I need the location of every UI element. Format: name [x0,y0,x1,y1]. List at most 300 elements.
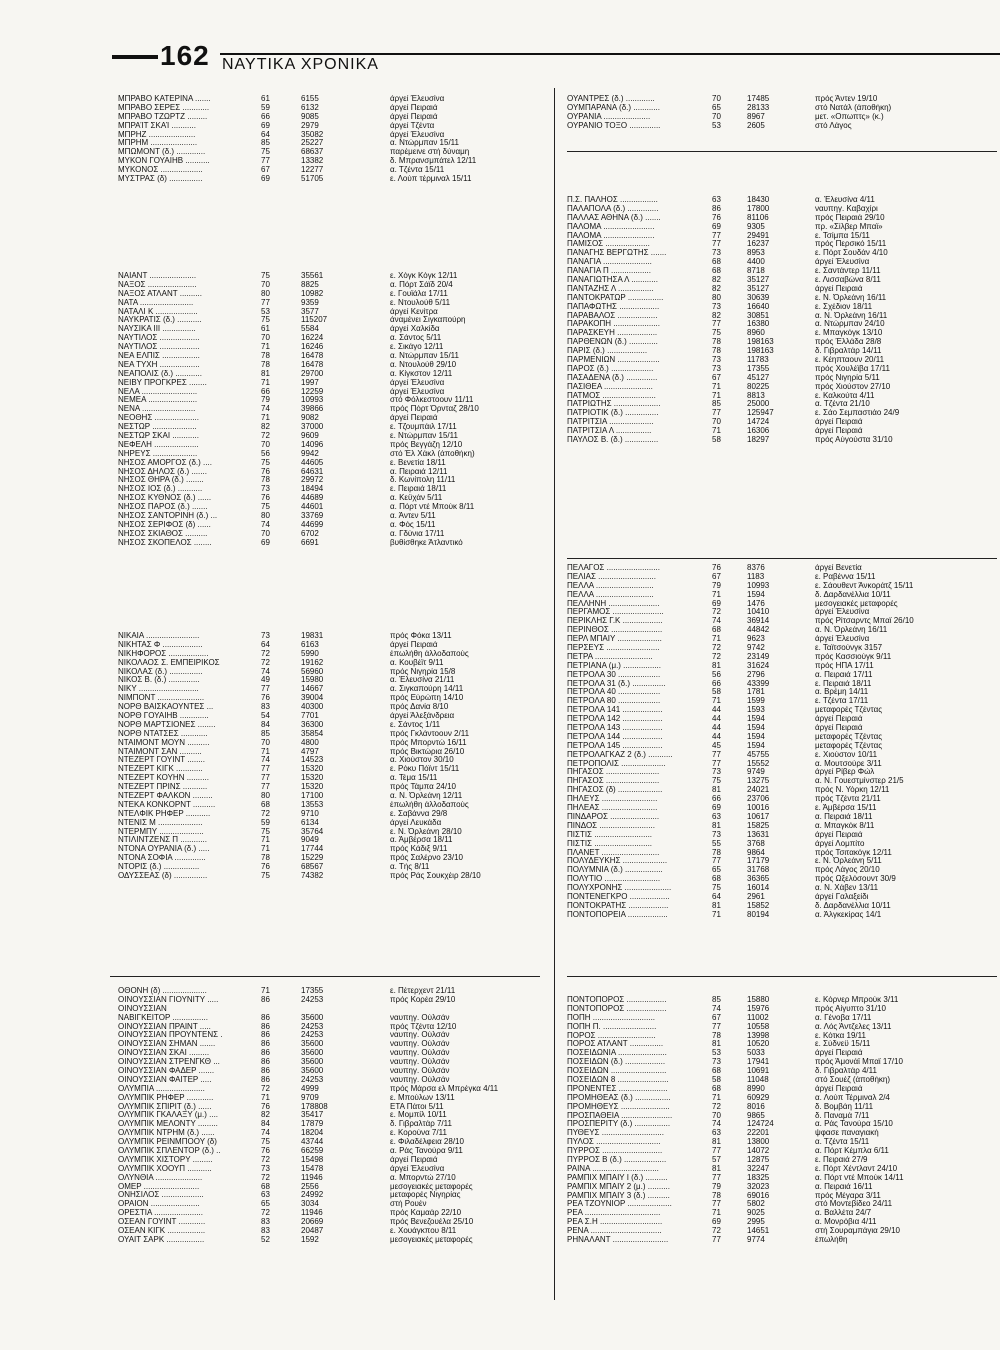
ship-tonnage: 14072 [747,1147,770,1156]
ship-tonnage: 40300 [301,703,324,712]
ship-name: ΟΙΝΟΥΣΣΙΑΝ ΦΑΪΤΕΡ ..... [118,1075,212,1084]
ship-year: 74 [712,1004,721,1013]
ship-status: πρός Χιούστον 27/10 [815,382,891,391]
ship-name: ΝΗΣΟΣ ΔΗΛΟΣ (δ.) ....... [118,467,207,476]
ship-status: δ. Γιβραλτάρ 14/11 [815,347,882,356]
ship-name: ΟΛΥΜΠΙΚ ΜΕΛΟΝΤΥ ......... [118,1120,218,1129]
ship-year: 76 [261,467,270,476]
ship-status: α. Ντώρμπαν 15/11 [390,352,459,361]
ship-status: άργεί Γαλαξείδι [815,892,869,901]
publication-title: ΝΑΥΤΙΚΑ ΧΡΟΝΙΚΑ [222,56,379,73]
page-header [0,0,1000,80]
ship-status: πρός Κορέα 29/10 [390,995,456,1004]
ship-year: 64 [261,640,270,649]
ship-status: πρός Μάρσα ελ Μπρέγκα 4/11 [390,1084,499,1093]
ship-status: πρός Λάγος 20/10 [815,866,880,875]
ship-status: ναυπηγ. Ούλσάν [390,1058,450,1067]
ship-status: ναυπηγ. Ούλσάν [390,1040,450,1049]
ship-year: 63 [712,1129,721,1138]
ship-tonnage: 17179 [747,857,770,866]
ship-status: πρός Ωξελόσουντ 30/9 [815,875,896,884]
ship-year: 73 [712,356,721,365]
ship-year: 86 [261,1067,270,1076]
ship-year: 86 [261,995,270,1004]
ship-status: άργεί Πειραιά [815,284,863,293]
ship-name: ΟΛΥΜΠΙΚ ΡΗΦΕΡ ............ [118,1093,214,1102]
ship-tonnage: 17879 [301,1120,324,1129]
ship-tonnage: 12277 [301,166,324,175]
ship-tonnage: 16380 [747,320,770,329]
ship-year: 77 [712,240,721,249]
ship-status: ε. Κορούνα 7/11 [390,1129,447,1138]
ship-year: 73 [261,485,270,494]
ship-year: 68 [261,800,270,809]
ship-year: 66 [261,387,270,396]
ship-year: 55 [712,839,721,848]
ship-year: 74 [261,667,270,676]
ship-year: 83 [261,1227,270,1236]
ship-name: ΟΥΑΝΤΡΕΣ (δ.) ............. [567,95,655,103]
ship-year: 82 [712,284,721,293]
ship-status: α. Ν. Χάβεν 13/11 [815,884,879,893]
ship-tonnage: 1781 [747,688,765,697]
header-right-rule [220,53,1000,55]
ship-status: ναυπηγ. Ούλσάν [390,1067,450,1076]
ship-tonnage: 35127 [747,276,770,285]
ship-year: 74 [261,1129,270,1138]
ship-status: πρός Μπορντώ 16/11 [390,738,467,747]
ship-status: άργεί Λευκάδα [390,818,442,827]
ship-tonnage: 9710 [301,809,319,818]
ship-tonnage: 15478 [301,1164,324,1173]
ship-year: 58 [712,436,721,445]
ship-year: 80 [712,293,721,302]
ship-name: ΜΠΡΑΒΟ ΚΑΤΕΡΙΝΑ ....... [118,95,211,103]
ship-tonnage: 35600 [301,1013,324,1022]
ship-status: δ. Δαρδανέλλια 10/11 [815,901,891,910]
ship-status: ε. Χουάγκπου 8/11 [390,1227,457,1236]
ship-tonnage: 11783 [747,356,769,365]
ship-name: ΠΑΛΟΜΑ ....................... [567,231,655,240]
ship-tonnage: 178808 [301,1102,328,1111]
ship-year: 77 [712,1173,721,1182]
ship-tonnage: 24992 [301,1191,324,1200]
ship-status: ε. Άμβέρσα 15/11 [815,804,877,813]
ship-name: ΟΜΕΡ ......................... [118,1182,200,1191]
ship-status: πρός Τάμπα 24/10 [390,783,456,792]
ship-year: 71 [712,590,721,599]
ship-status: α. Μπαγκόκ 8/11 [815,821,875,830]
ship-tonnage: 15852 [747,901,770,910]
ship-status: παρέμεινε στή δύναμη [390,148,470,157]
ship-year: 71 [261,845,270,854]
ship-tonnage: 16640 [747,302,770,311]
ship-name: ΠΗΓΑΣΟΣ (δ) .................... [567,786,663,795]
ship-name: ΟΛΥΝΘΙΑ ..................... [118,1173,203,1182]
ship-status: α. Κίγκστον 12/11 [390,369,453,378]
ship-year: 72 [712,1102,721,1111]
ship-status: α. Πειραιά 17/11 [815,670,873,679]
ship-status: άργεί Πειραιά [390,640,438,649]
ship-year: 61 [261,325,270,334]
ship-year: 79 [261,396,270,405]
ship-name: ΝΕΣΤΩΡ .................... [118,423,197,432]
ship-name: ΜΠΡΑΊΤ ΣΚΑΊ ........... [118,121,196,130]
ship-year: 74 [712,617,721,626]
ship-name: ΠΑΡΑΒΑΛΟΣ .................. [567,311,658,320]
ship-tonnage: 44689 [301,494,324,503]
ship-name: ΜΠΡΑΒΟ ΤΖΩΡΤΖ ......... [118,112,208,121]
ship-tonnage: 15498 [301,1155,324,1164]
ship-name: ΝΕΪΒΥ ΠΡΟΓΚΡΕΣ ........ [118,378,207,387]
ship-year: 78 [712,1191,721,1200]
ship-year: 76 [712,564,721,572]
ship-year: 54 [261,712,270,721]
ship-status: α. Χιούστον 30/10 [390,756,454,765]
ship-tonnage: 9623 [747,635,765,644]
ship-name: ΝΤΕΛΦΙΚ ΡΗΦΕΡ ........... [118,809,211,818]
ship-tonnage: 69016 [747,1191,770,1200]
ship-name: ΟΛΥΜΠΙΚ ΓΚΑΛΑΞΥ (μ.) .... [118,1111,219,1120]
ship-year: 85 [712,996,721,1004]
ship-status: ε. Σχέδιον 18/11 [815,302,873,311]
ship-name: ΝΕΑ ΕΛΠΙΣ ................. [118,352,200,361]
ship-tonnage: 2995 [747,1218,765,1227]
ship-tonnage: 6155 [301,95,319,103]
ship-name: ΝΑΒΙΓΚΕΪΤΟΡ ................ [118,1013,208,1022]
ship-name: ΡΑΜΠΙΧ ΜΠΑΪΥ Ι (δ.) .......... [567,1173,668,1182]
ship-tonnage: 124724 [747,1120,774,1129]
ship-year: 77 [261,298,270,307]
ship-status: ε. Μπούλων 13/11 [390,1093,455,1102]
ship-year: 77 [712,1147,721,1156]
ship-tonnage: 15825 [747,821,770,830]
ship-year: 63 [712,196,721,204]
ship-tonnage: 115207 [301,316,328,325]
ship-year: 71 [712,697,721,706]
ship-tonnage: 8813 [747,391,765,400]
ship-tonnage: 30851 [747,311,770,320]
ship-tonnage: 11946 [301,1209,323,1218]
ship-name: ΠΑΜΙΣΟΣ .................... [567,240,650,249]
ship-status: α. Ντώρμπαν 24/10 [815,320,885,329]
ship-name: ΝΑΥΤΙΛΟΣ .................. [118,334,200,343]
ship-status: πρός Τσιτακόγκ 12/11 [815,848,892,857]
ship-year: 70 [261,529,270,538]
ship-name: ΟΛΥΜΠΙΚ ΝΤΡΗΜ (δ.) ...... [118,1129,215,1138]
ship-tonnage: 20487 [301,1227,324,1236]
ship-status: άργεί Λομπίτο [815,839,865,848]
ship-year: 81 [712,821,721,830]
ship-year: 77 [712,1236,721,1245]
ship-name: ΠΕΤΡΟΛΑ 30 ................... [567,670,661,679]
ship-tonnage: 5802 [747,1200,765,1209]
ship-name: ΠΑΥΛΟΣ Β. (δ.) ............... [567,436,659,445]
ship-status: α. Ν. Γουεστμίνστερ 21/5 [815,777,904,786]
ship-tonnage: 17485 [747,95,770,103]
ship-name: ΠΟΛΥΤΙΟ ......................... [567,875,661,884]
ship-year: 77 [261,685,270,694]
ship-tonnage: 28133 [747,103,770,112]
ship-status: α. Πειραιά 18/11 [815,812,873,821]
ship-name: ΝΑΤΑΛΙ Κ ................... [118,307,198,316]
ship-tonnage: 14667 [301,685,324,694]
ship-name: ΝΙΚΗΦΟΡΟΣ .................. [118,649,209,658]
ship-year: 56 [712,670,721,679]
ship-tonnage: 16224 [301,334,324,343]
ship-year: 72 [261,1173,270,1182]
ship-tonnage: 37000 [301,423,324,432]
ship-tonnage: 32247 [747,1164,770,1173]
ship-status: ε. Πειραιά 18/11 [815,679,872,688]
ship-tonnage: 18204 [301,1129,324,1138]
ship-year: 69 [261,175,270,184]
ship-status: α. Γένοβα 17/11 [815,1013,872,1022]
ship-name: ΝΑΥΤΙΛΟΣ .................. [118,343,200,352]
ship-tonnage: 10691 [747,1067,770,1076]
ship-name: ΝΕΟΘΗΣ .................... [118,414,199,423]
ship-name: ΠΑΝΤΟΚΡΑΤΩΡ ................ [567,293,664,302]
ship-status: ψφασε παναγιακή [815,1129,879,1138]
ship-tonnage: 44601 [301,503,324,512]
ship-status: ναυπηγ. Ούλσάν [390,1075,450,1084]
ship-status: α. Σάντος 5/11 [390,334,442,343]
ship-name: ΝΤΕΖΕΡΤ ΚΙΓΚ ............ [118,765,203,774]
ship-name: ΝΑΞΟΣ ΑΤΛΑΝΤ .......... [118,289,202,298]
ship-tonnage: 43399 [747,679,770,688]
ship-name: ΠΕΛΙΑΣ .......................... [567,572,656,581]
ship-year: 71 [261,987,270,995]
ship-name: ΡΕΝΑ ................................ [567,1227,662,1236]
ship-status: α. Ν. Όρλεάνη 12/11 [390,792,463,801]
ship-name: ΝΗΣΟΣ ΣΑΝΤΟΡΙΝΗ (δ.) ... [118,512,218,521]
ship-name: ΟΥΜΠΑΡΑΝΑ (δ.) ............ [567,103,660,112]
ship-year: 58 [712,688,721,697]
ship-status: πρός Γκλάντοουν 2/11 [390,729,470,738]
ship-name: ΝΟΡΘ ΝΤΑΤΣΕΣ ............ [118,729,208,738]
ship-status: έπωλήθη άλλοδαπούς [390,649,469,658]
ship-status: στό Λάγος [815,121,852,130]
ship-status: άργεί Πειραιά [815,1084,863,1093]
ship-year: 70 [261,280,270,289]
ship-year: 81 [712,1040,721,1049]
ship-name: ΠΑΠΑΦΩΤΗΣ .................. [567,302,660,311]
ship-tonnage: 4800 [301,738,319,747]
ship-name: ΝΙΚΟΛΑΟΣ Σ. ΕΜΠΕΙΡΙΚΟΣ [118,658,220,667]
ship-name: ΠΡΟΣΠΑΘΕΙΑ ....................... [567,1111,673,1120]
ship-status: δ. Κωνίπολη 11/11 [390,476,456,485]
ship-status: α. Κεϋχάν 5/11 [390,494,443,503]
ship-name: ΠΑΝΤΑΖΗΣ Λ ................ [567,284,654,293]
ship-tonnage: 25000 [747,400,770,409]
ship-status: ε. Μομπίλ 10/11 [390,1111,447,1120]
ship-tonnage: 68637 [301,148,324,157]
ship-tonnage: 8967 [747,112,765,121]
ship-status: άργεί Βενετία [815,564,862,572]
ship-tonnage: 18430 [747,196,770,204]
ship-tonnage: 1594 [747,724,765,733]
ship-year: 84 [261,720,270,729]
ship-name: ΝΤΕΖΕΡΤ ΦΑΛΚΟΝ ......... [118,792,213,801]
ship-year: 70 [261,440,270,449]
ship-status: άργεί Έλευσίνα [390,387,445,396]
ship-tonnage: 35600 [301,1067,324,1076]
ship-year: 68 [712,267,721,276]
ship-tonnage: 29972 [301,476,324,485]
ship-status: στό Σουέζ (άποθήκη) [815,1076,891,1085]
ship-year: 78 [712,848,721,857]
ship-status: άργεί Πειραιά [390,1155,438,1164]
ship-status: ναυπηγ. Ούλσάν [390,1049,450,1058]
ship-tonnage: 56960 [301,667,324,676]
ship-year: 75 [712,329,721,338]
ship-year: 83 [261,1218,270,1227]
ship-status: στή Ρουέν [390,1200,427,1209]
ship-status: πρός Σαλέρνο 23/10 [390,854,463,863]
ship-status: α. Πειραιά 16/11 [815,1182,873,1191]
section-divider [567,976,997,977]
ship-year: 49 [261,676,270,685]
ship-year: 83 [261,703,270,712]
ship-name: ΠΑΛΟΜΑ ....................... [567,222,655,231]
ship-status: α. Πόρτ ντέ Μπούκ 8/11 [390,503,475,512]
ship-tonnage: 8825 [301,280,319,289]
ship-year: 77 [712,1200,721,1209]
ship-name: ΟΙΝΟΥΣΣΙΑΝ ΣΚΑΪ ......... [118,1049,210,1058]
ship-year: 72 [712,644,721,653]
ship-name: ΠΟΛΥΜΝΙΑ (δ.) ................. [567,866,663,875]
ship-name: ΜΠΡΗΜ ..................... [118,139,198,148]
ship-tonnage: 30639 [747,293,770,302]
ship-year: 78 [261,476,270,485]
ship-tonnage: 1183 [747,572,765,581]
ship-status: πρός Περσικό 15/11 [815,240,887,249]
ship-year: 85 [261,729,270,738]
ship-name: ΝΟΡΘ ΜΑΡΤΣΙΟΝΕΣ ........ [118,720,216,729]
ship-status: άργεί Πειραιά [815,427,863,436]
ship-status: άργεί Έλευσίνα [815,635,870,644]
ship-year: 71 [712,1209,721,1218]
ship-status: ε. Σαβάννα 29/8 [390,809,448,818]
ship-status: ε. Ταϊτσούνγκ 3157 [815,644,883,653]
ship-status: α. Γδύνια 17/11 [390,529,445,538]
ship-status: ναυπηγ. Καβαχίρι [815,204,878,213]
ship-tonnage: 24021 [747,786,770,795]
ship-name: ΠΟΣΕΙΔΩΝ (δ.) .................. [567,1058,666,1067]
ship-status: ε. Ν. Όρλεάνη 5/11 [815,857,882,866]
ship-status: α. Ράς Τανούρα 9/11 [390,1147,463,1156]
ship-status: άργεί Πειραιά [815,724,863,733]
ship-status: στή Σουραμπάγια 29/10 [815,1227,900,1236]
ship-year: 70 [712,1111,721,1120]
ship-status: ε. Λούπ τέρμιναλ 15/11 [390,175,472,184]
ship-name: Π.Σ. ΠΑΛΗΟΣ ................. [567,196,658,204]
ship-name: ΟΥΡΑΝΙΟ ΤΟΞΟ .............. [567,121,661,130]
ship-status: α. Έλευσίνα 21/11 [390,676,455,685]
ship-year: 70 [712,95,721,103]
ship-status: πρός Άμονάϊ Μπαϊ 17/10 [815,1058,903,1067]
ship-status: άργεί Έλευσίνα [815,608,870,617]
ship-tonnage: 9774 [747,1236,765,1245]
ship-name: ΜΥΚΟΝΟΣ ................... [118,166,203,175]
ship-tonnage: 9865 [747,1111,765,1120]
ship-name: ΜΠΡΑΒΟ ΣΕΡΕΣ ............ [118,103,210,112]
ship-year: 68 [712,626,721,635]
ship-name: ΠΑΤΡΙΤΣΙΑ Λ ................ [567,427,652,436]
ship-name: ΠΟΣΕΙΔΩΝΙΑ ...................... [567,1049,667,1058]
ship-name: ΠΙΝΔΟΣ ......................... [567,821,655,830]
ship-year: 71 [712,382,721,391]
ship-name: ΠΕΤΡΟΛΑ 142 .................. [567,715,663,724]
ship-name: ΝΑΥΣΙΚΑ III ............... [118,325,196,334]
ship-status: ε. Τζέντα 17/11 [815,697,869,706]
ship-year: 74 [261,405,270,414]
ship-tonnage: 9749 [747,768,765,777]
ship-year: 75 [261,872,270,881]
ship-status: α. Τζέντα 21/10 [815,400,870,409]
ship-tonnage: 36300 [301,720,324,729]
ship-status: ε. Πειραιά 27/9 [815,1156,868,1165]
ship-year: 69 [712,599,721,608]
ship-year: 72 [712,608,721,617]
ship-tonnage: 10016 [747,804,770,813]
ship-name: ΠΡΟΝΕΝΤΕΣ ...................... [567,1084,668,1093]
ship-name: ΟΥΑΪΤ ΣΑΡΚ ................. [118,1235,205,1244]
ship-status: έπωλήθη άλλοδαπούς [390,800,469,809]
ship-tonnage: 125947 [747,409,774,418]
ship-status: μεσογειακές μεταφορές [815,599,898,608]
ship-year: 78 [712,1031,721,1040]
ship-name: ΡΑΜΠΙΧ ΜΠΑΪΥ 3 (δ.) .......... [567,1191,670,1200]
ship-tonnage: 35764 [301,827,324,836]
ship-tonnage: 36365 [747,875,770,884]
ship-tonnage: 4999 [301,1084,319,1093]
ship-status: πρός Πόρτ Όρνταζ 28/10 [390,405,479,414]
ship-name: ΠΙΣΤΙΣ .......................... [567,839,653,848]
ship-year: 44 [712,706,721,715]
ship-year: 78 [712,347,721,356]
ship-name: ΠΕΡΣΕΥΣ ........................ [567,644,660,653]
ship-year: 82 [712,276,721,285]
section-divider [567,558,997,559]
ship-status: ε. Πόρτ Σουδάν 4/10 [815,249,888,258]
ship-status: ε. Καλκούτα 4/11 [815,391,875,400]
ship-tonnage: 39004 [301,694,324,703]
ship-tonnage: 18494 [301,485,324,494]
ship-tonnage: 14096 [301,440,324,449]
ship-status: α. Ντώρμπαν 15/11 [390,139,459,148]
ship-tonnage: 14523 [301,756,324,765]
ship-tonnage: 17100 [301,792,324,801]
ship-year: 72 [261,1084,270,1093]
ship-name: ΝΕΑΠΟΛΙΣ (δ.) ............ [118,369,202,378]
ship-tonnage: 13998 [747,1031,770,1040]
ship-status: πρός Χουλέϊβα 17/11 [815,364,890,373]
ship-tonnage: 23706 [747,795,770,804]
ship-name: ΡΗΝΑΛΑΝΤ ......................... [567,1236,669,1245]
ship-status: ε. Σαντάντερ 11/11 [815,267,881,276]
ship-status: πρός Τζέντα 12/10 [390,1022,457,1031]
ship-status: ε. Τζουμπάιλ 17/11 [390,423,457,432]
ship-status: ε. Σάουθεντ Άνκοράτζ 15/11 [815,581,914,590]
ship-status: α. Μονρόβια 4/11 [815,1218,877,1227]
ship-year: 69 [712,804,721,813]
ship-name: ΝΕΝΑ ........................ [118,405,196,414]
ship-name: ΠΟΝΤΟΚΡΑΤΗΣ .................. [567,901,669,910]
ship-name: ΠΑΛΛΑΣ ΑΘΗΝΑ (δ.) ....... [567,213,661,222]
ship-name: ΝΙΚΥ ........................... [118,685,199,694]
ship-status: α. Ράς Τανούρα 15/10 [815,1120,893,1129]
